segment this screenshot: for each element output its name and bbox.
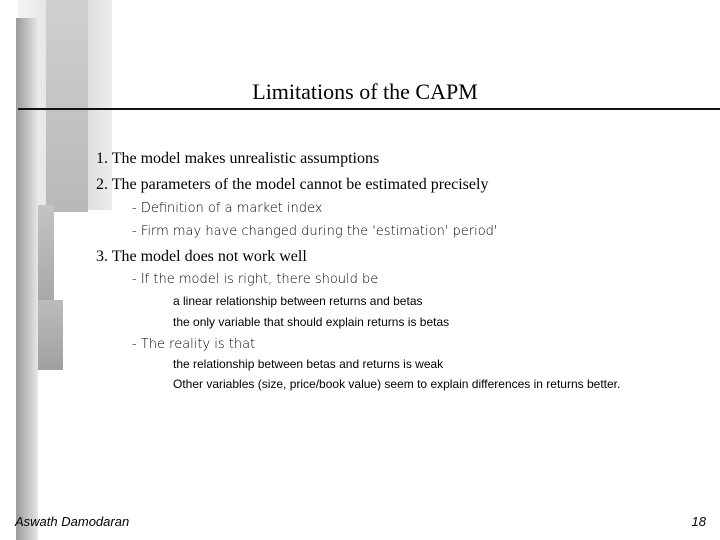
bullet-level-1: 1. The model makes unrealistic assumptions <box>96 150 380 167</box>
decorative-bar <box>46 0 88 212</box>
bullet-level-2: - Definition of a market index <box>132 201 323 216</box>
bullet-level-2: - The reality is that <box>132 337 256 352</box>
bullet-level-3: Other variables (size, price/book value) seem to explain differences in returns better. <box>173 377 621 391</box>
title-divider <box>18 108 720 110</box>
bullet-level-2: - Firm may have changed during the 'estimation' period' <box>132 224 498 239</box>
page-number: 18 <box>691 514 706 529</box>
bullet-level-1: 2. The parameters of the model cannot be estimated precisely <box>96 176 489 193</box>
bullet-level-2: - If the model is right, there should be <box>132 272 379 287</box>
footer-author: Aswath Damodaran <box>15 514 130 529</box>
bullet-level-1: 3. The model does not work well <box>96 248 307 265</box>
bullet-level-3: a linear relationship between returns and betas <box>173 294 423 308</box>
bullet-level-3: the relationship between betas and returns is weak <box>173 357 444 371</box>
slide-title: Limitations of the CAPM <box>252 79 478 104</box>
bullet-level-3: the only variable that should explain returns is betas <box>173 315 450 329</box>
